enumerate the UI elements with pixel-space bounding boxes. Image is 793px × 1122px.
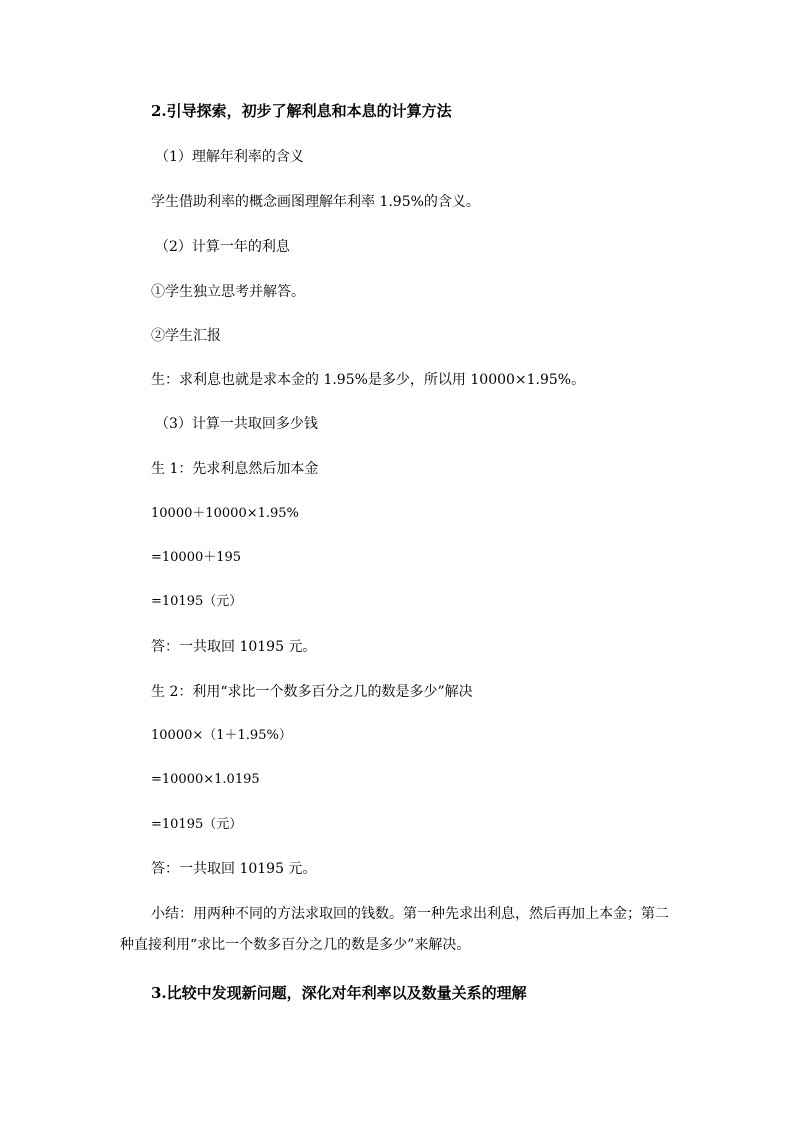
math-line: =10000×1.0195 xyxy=(151,772,260,787)
section-heading-2: 2.引导探索，初步了解利息和本息的计算方法 xyxy=(151,102,452,120)
subheading-2: （2）计算一年的利息 xyxy=(155,239,290,255)
math-line: 10000＋10000×1.95% xyxy=(151,506,299,521)
subheading-3: （3）计算一共取回多少钱 xyxy=(155,416,318,432)
paragraph-line: 生 2：利用“求比一个数多百分之几的数是多少”解决 xyxy=(151,684,473,700)
subheading-1: （1）理解年利率的含义 xyxy=(155,149,304,165)
math-line: 10000×（1＋1.95%） xyxy=(151,728,292,743)
paragraph-line: ①学生独立思考并解答。 xyxy=(151,284,305,300)
answer-line: 答：一共取回 10195 元。 xyxy=(151,861,317,877)
summary-paragraph: 小结：用两种不同的方法求取回的钱数。第一种先求出利息，然后再加上本金；第二种直接利用“求比一个数多百分之几的数是多少”来解决。 xyxy=(120,906,669,953)
paragraph-line: ②学生汇报 xyxy=(151,328,221,344)
math-line: =10195（元） xyxy=(151,594,243,609)
paragraph-line: 生 1：先求利息然后加本金 xyxy=(151,461,319,477)
answer-line: 答：一共取回 10195 元。 xyxy=(151,639,317,655)
paragraph-line: 生：求利息也就是求本金的 1.95%是多少，所以用 10000×1.95%。 xyxy=(151,372,586,388)
section-heading-3: 3.比较中发现新问题，深化对年利率以及数量关系的理解 xyxy=(151,984,527,1002)
math-line: =10000＋195 xyxy=(151,550,242,565)
math-line: =10195（元） xyxy=(151,817,243,832)
paragraph-line: 学生借助利率的概念画图理解年利率 1.95%的含义。 xyxy=(151,194,480,210)
